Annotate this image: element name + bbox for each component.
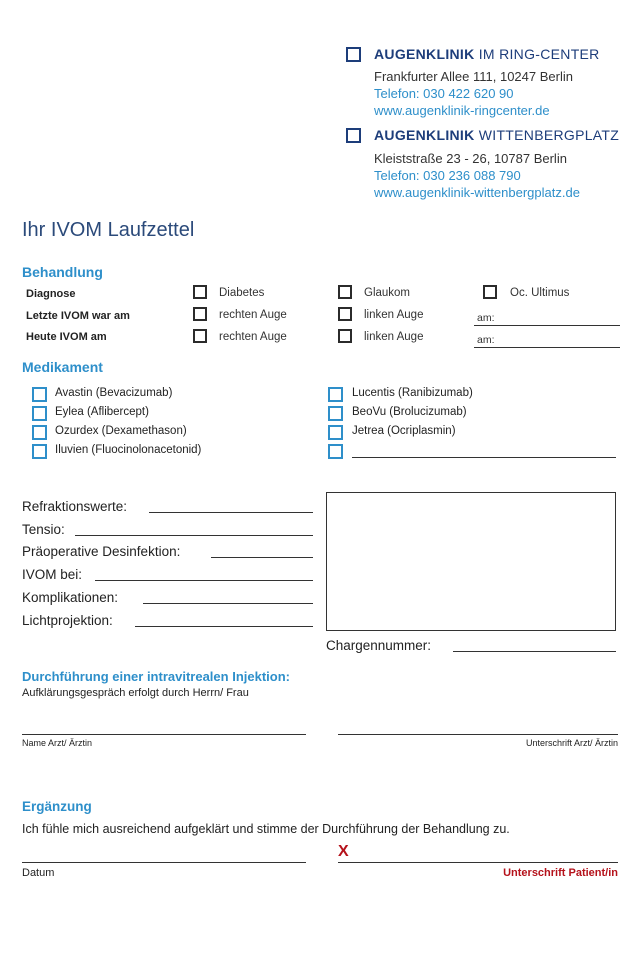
iluvien-checkbox[interactable] [32,444,47,459]
diabetes-checkbox[interactable] [193,285,207,299]
letzte-rechtes-auge-label: rechten Auge [219,309,287,321]
clinic-wittenbergplatz-name: AUGENKLINIK WITTENBERGPLATZ [374,127,620,143]
avastin-label: Avastin (Bevacizumab) [55,387,173,399]
sign-here-x-mark: X [338,843,349,860]
chargennummer-line[interactable] [453,651,616,652]
eylea-checkbox[interactable] [32,406,47,421]
letzte-rechtes-auge-checkbox[interactable] [193,307,207,321]
desinfektion-line[interactable] [211,557,313,558]
oc-ultimus-label: Oc. Ultimus [510,287,570,299]
iluvien-label: Iluvien (Fluocinolonacetonid) [55,444,202,456]
jetrea-label: Jetrea (Ocriplasmin) [352,425,456,437]
desinfektion-label: Präoperative Desinfektion: [22,544,181,559]
clinic-ringcenter-checkbox[interactable] [346,47,361,62]
lichtprojektion-line[interactable] [135,626,313,627]
clinic-wittenbergplatz-checkbox[interactable] [346,128,361,143]
letzte-linkes-auge-checkbox[interactable] [338,307,352,321]
name-arzt-label: Name Arzt/ Ärztin [22,738,93,748]
heute-date-line[interactable] [474,347,620,348]
consent-text: Ich fühle mich ausreichend aufgeklärt und stimme der Durchführung der Behandlung zu. [22,822,510,836]
diagnose-label: Diagnose [26,288,76,300]
name-arzt-line[interactable] [22,734,306,735]
glaukom-checkbox[interactable] [338,285,352,299]
chargennummer-label: Chargennummer: [326,638,432,653]
datum-label: Datum [22,867,55,879]
medikament-heading: Medikament [22,359,103,375]
heute-rechtes-auge-label: rechten Auge [219,331,287,343]
ergaenzung-heading: Ergänzung [22,799,92,814]
eylea-label: Eylea (Aflibercept) [55,406,149,418]
clinic-wittenbergplatz-phone: Telefon: 030 236 088 790 [374,168,521,183]
ivom-bei-line[interactable] [95,580,313,581]
unterschrift-arzt-line[interactable] [338,734,618,735]
other-medikament-line[interactable] [352,457,616,458]
clinic-wittenbergplatz-address: Kleiststraße 23 - 26, 10787 Berlin [374,151,567,166]
clinic-ringcenter-address: Frankfurter Allee 111, 10247 Berlin [374,69,573,84]
oc-ultimus-checkbox[interactable] [483,285,497,299]
datum-line[interactable] [22,862,306,863]
heute-rechtes-auge-checkbox[interactable] [193,329,207,343]
refraktionswerte-label: Refraktionswerte: [22,499,128,514]
heute-ivom-label: Heute IVOM am [26,331,107,343]
ozurdex-checkbox[interactable] [32,425,47,440]
heute-linkes-auge-label: linken Auge [364,331,424,343]
aufklaerung-text: Aufklärungsgespräch erfolgt durch Herrn/ Frau [22,687,249,699]
avastin-checkbox[interactable] [32,387,47,402]
clinic-ringcenter-name: AUGENKLINIK IM RING-CENTER [374,46,600,62]
beovu-checkbox[interactable] [328,406,343,421]
lucentis-label: Lucentis (Ranibizumab) [352,387,473,399]
refraktionswerte-line[interactable] [149,512,313,513]
ozurdex-label: Ozurdex (Dexamethason) [55,425,187,437]
unterschrift-arzt-label: Unterschrift Arzt/ Ärztin [525,738,618,748]
letzte-ivom-label: Letzte IVOM war am [26,310,130,322]
lichtprojektion-label: Lichtprojektion: [22,613,113,628]
page-title: Ihr IVOM Laufzettel [22,219,195,241]
clinic-wittenbergplatz-web: www.augenklinik-wittenbergplatz.de [374,185,580,200]
letzte-linkes-auge-label: linken Auge [364,309,424,321]
glaukom-label: Glaukom [364,287,411,299]
tensio-label: Tensio: [22,522,65,537]
clinic-ringcenter-phone: Telefon: 030 422 620 90 [374,86,514,101]
behandlung-heading: Behandlung [22,264,103,280]
charge-sticker-box[interactable] [326,492,616,631]
ivom-bei-label: IVOM bei: [22,567,83,582]
heute-date-label: am: [477,334,495,346]
jetrea-checkbox[interactable] [328,425,343,440]
tensio-line[interactable] [75,535,313,536]
letzte-date-label: am: [477,312,495,324]
lucentis-checkbox[interactable] [328,387,343,402]
letzte-date-line[interactable] [474,325,620,326]
komplikationen-label: Komplikationen: [22,590,119,605]
diabetes-label: Diabetes [219,287,265,299]
unterschrift-patient-label: Unterschrift Patient/in [503,867,618,879]
clinic-ringcenter-web: www.augenklinik-ringcenter.de [374,103,550,118]
other-medikament-checkbox[interactable] [328,444,343,459]
beovu-label: BeoVu (Brolucizumab) [352,406,467,418]
injektion-heading: Durchführung einer intravitrealen Injektion: [22,669,290,684]
unterschrift-patient-line[interactable] [338,862,618,863]
komplikationen-line[interactable] [143,603,313,604]
heute-linkes-auge-checkbox[interactable] [338,329,352,343]
